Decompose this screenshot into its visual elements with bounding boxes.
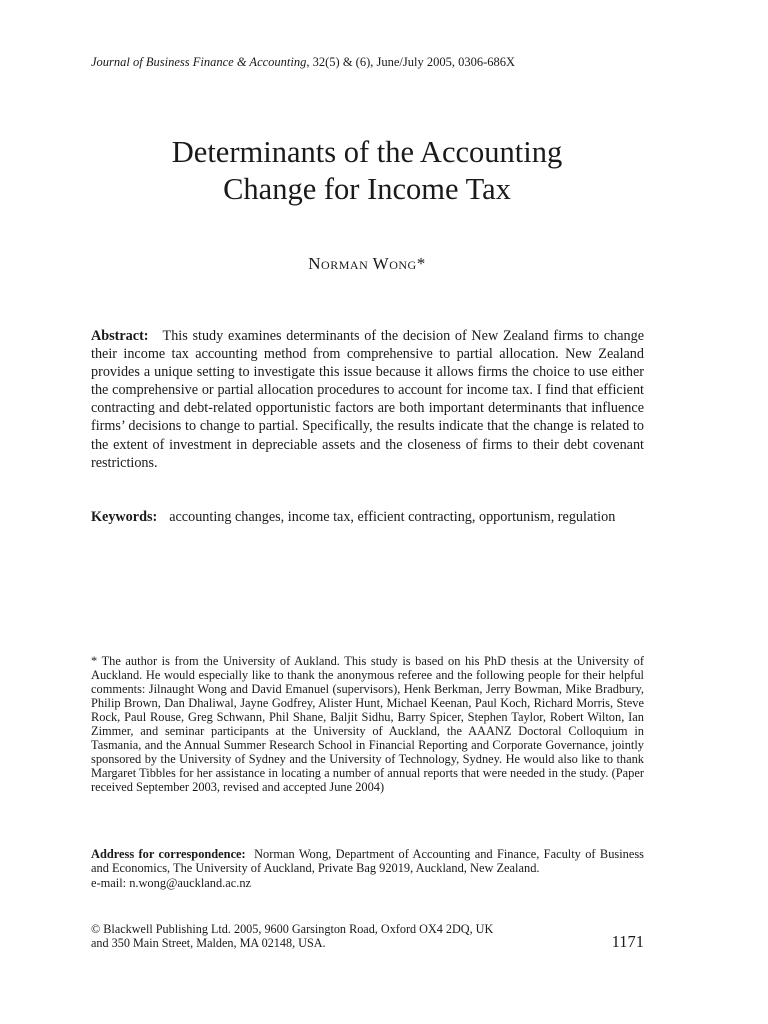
keywords-text: accounting changes, income tax, efficient contracting, opportunism, regulation (169, 509, 616, 525)
journal-name: Journal of Business Finance & Accounting (91, 55, 307, 69)
paper-title (0, 134, 734, 208)
correspondence-email: e-mail: n.wong@auckland.ac.nz (91, 875, 252, 890)
journal-citation (91, 54, 691, 70)
copyright-line-1: © Blackwell Publishing Ltd. 2005, 9600 Garsington Road, Oxford OX4 2DQ, UK (91, 922, 494, 936)
copyright-line-2: and 350 Main Street, Malden, MA 02148, USA. (91, 935, 326, 950)
keywords (91, 508, 644, 526)
correspondence-label: Address for correspondence: (91, 847, 246, 861)
abstract-text: This study examines determinants of the decision of New Zealand firms to change their income tax accounting method from comprehensive to partial allocation. New Zealand provides a unique setting to investigate this issue because it allows firms the choice to use either the comprehensive or partial allocation procedures to account for income tax. I find that efficient contracting and debt-related opportunistic factors are both important determinants that influence firms’ decisions to change to partial. Specifically, the results indicate that the change is related to the extent of investment in depreciable assets and the closeness of firms to their debt covenant restrictions. (91, 328, 644, 471)
page-number: 1171 (611, 932, 644, 951)
keywords-label: Keywords: (91, 509, 158, 525)
abstract-label: Abstract: (91, 328, 149, 344)
paper-title-line-2: Change for Income Tax (223, 172, 511, 206)
journal-issue-info: , 32(5) & (6), June/July 2005, 0306-686X (306, 55, 516, 69)
paper-title-line-1: Determinants of the Accounting (171, 135, 563, 169)
correspondence-text: Norman Wong, Department of Accounting and Finance, Faculty of Business and Economics, The University of Auckland, Private Bag 92019, Auckland, New Zealand. (91, 847, 644, 876)
copyright-notice (91, 923, 571, 951)
correspondence-address (91, 847, 644, 890)
author-name: Norman Wong* (308, 254, 426, 273)
abstract (91, 327, 644, 472)
author-footnote: * The author is from the University of Aukland. This study is based on his PhD thesis at the University of Auckland. He would especially like to thank the anonymous referee and the following people for their helpful comments: Jilnaught Wong and David Emanuel (supervisors), Henk Berkman, Jerry Bowman, Mike Bradbury, Philip Brown, Dan Dhaliwal, Jayne Godfrey, Alister Hunt, Michael Keenan, Paul Koch, Richard Morris, Steve Rock, Paul Rouse, Greg Schwann, Phil Shane, Baljit Sidhu, Barry Spicer, Stephen Taylor, Robert Wilton, Ian Zimmer, and seminar participants at the University of Auckland, the AAANZ Doctoral Colloquium in Tasmania, and the Annual Summer Research School in Financial Reporting and Corporate Governance, jointly sponsored by the University of Sydney and the University of Technology, Sydney. He would also like to thank Margaret Tibbles for her assistance in locating a number of annual reports that were needed in the study. (Paper received September 2003, revised and accepted June 2004) (91, 654, 644, 795)
